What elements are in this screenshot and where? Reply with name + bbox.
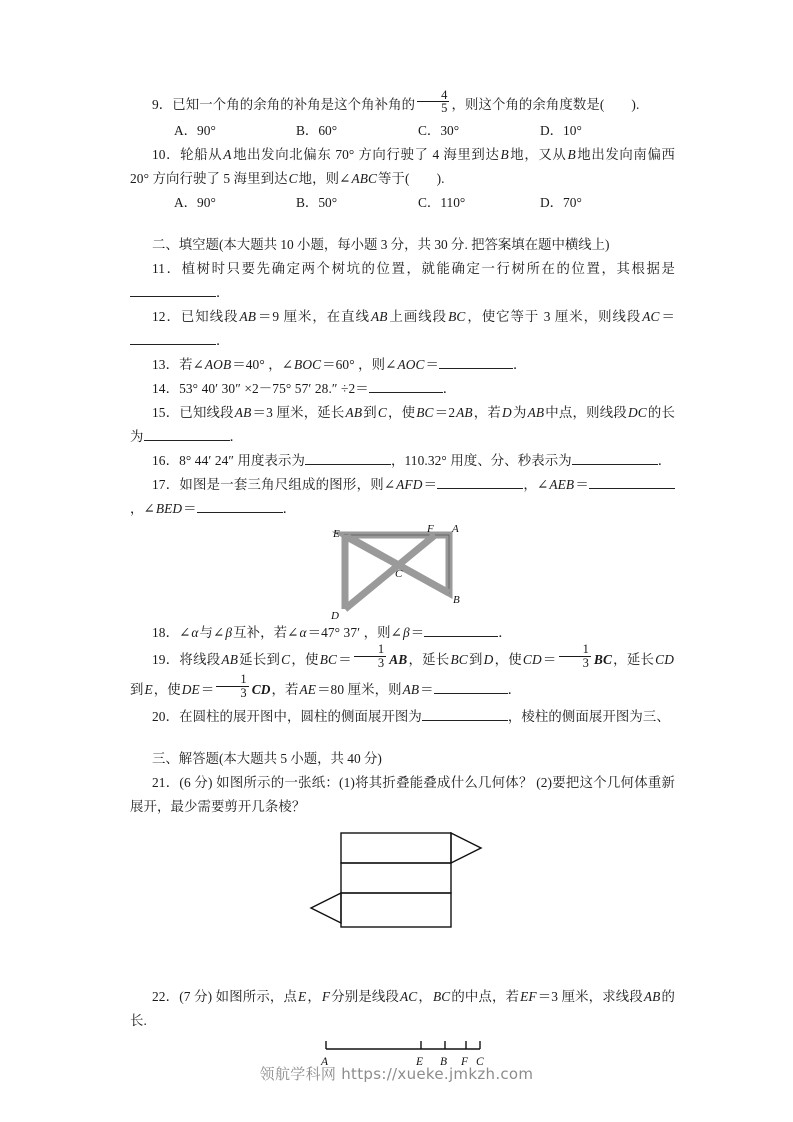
answer-blank-1[interactable] bbox=[305, 452, 391, 465]
question-15-f: ，若 bbox=[473, 404, 502, 420]
question-9-options bbox=[130, 119, 675, 143]
net-flap-right bbox=[451, 833, 481, 863]
question-9-stem-b: ，则这个角的余角度数是( ). bbox=[451, 96, 640, 112]
var-dc: DC bbox=[627, 404, 647, 420]
label-e: E bbox=[332, 527, 340, 540]
question-17-d: ＝ bbox=[575, 476, 589, 492]
fraction-numerator: 1 bbox=[582, 642, 589, 657]
option-c: C．30° bbox=[418, 122, 460, 138]
question-16-a: 16．8° 44′ 24″ 用度表示为 bbox=[152, 452, 306, 468]
answer-blank-1[interactable] bbox=[437, 476, 523, 489]
var-e: E bbox=[144, 681, 153, 697]
question-12-tail: ． bbox=[216, 332, 230, 348]
question-13-a: 13．若∠ bbox=[152, 356, 204, 372]
question-18-d: ＝47° 37′ ，则∠ bbox=[307, 624, 402, 640]
question-19-c: ，使 bbox=[291, 651, 319, 667]
var-de: DE bbox=[181, 681, 200, 697]
question-19-h: ＝ bbox=[542, 651, 557, 667]
net-band-top bbox=[341, 833, 451, 863]
var-cd-bold: CD bbox=[251, 681, 271, 697]
var-ab3: AB bbox=[456, 404, 473, 420]
question-15-h: 中点，则线段 bbox=[545, 404, 627, 420]
label-b: B bbox=[439, 1055, 447, 1068]
set-square-figure bbox=[323, 521, 483, 621]
question-21-line1: 21．(6 分) 如图所示的一张纸：(1)将其折叠能叠成什么几何体？ (2)要把这个几何体重 bbox=[152, 774, 662, 790]
var-ab2: AB bbox=[402, 681, 420, 697]
question-19-e: ，延长 bbox=[408, 651, 450, 667]
answer-blank[interactable] bbox=[130, 332, 216, 345]
question-19 bbox=[130, 642, 675, 705]
answer-blank[interactable] bbox=[369, 380, 443, 393]
var-c: C bbox=[281, 651, 291, 667]
question-22-f: ＝3 厘米，求线段 bbox=[537, 988, 643, 1004]
var-aob: AOB bbox=[204, 356, 232, 372]
question-19-line2-d: ＝80 厘米，则 bbox=[317, 681, 402, 697]
fraction-one-third-1 bbox=[354, 643, 386, 670]
option-c: C．110° bbox=[418, 194, 466, 210]
question-19-line2-e: ＝ bbox=[420, 681, 434, 697]
var-ae: AE bbox=[299, 681, 317, 697]
var-aeb: AEB bbox=[549, 476, 575, 492]
question-21-figure-wrap bbox=[130, 825, 675, 937]
question-18-b: 与∠ bbox=[199, 624, 225, 640]
var-ac: AC bbox=[642, 308, 660, 324]
fraction-numerator: 1 bbox=[377, 642, 385, 657]
question-12-a: 12．已知线段 bbox=[152, 308, 239, 324]
question-15-b: ＝3 厘米，延长 bbox=[252, 404, 345, 420]
option-b: B．50° bbox=[296, 194, 338, 210]
section-spacer-2 bbox=[130, 729, 675, 747]
question-22-e: 的中点，若 bbox=[451, 988, 520, 1004]
net-flap-left bbox=[311, 893, 341, 923]
question-10-text-f: 地，则∠ bbox=[298, 170, 351, 186]
question-20 bbox=[130, 705, 675, 729]
label-b: B bbox=[452, 593, 460, 606]
var-boc: BOC bbox=[294, 356, 322, 372]
answer-blank[interactable] bbox=[144, 428, 230, 441]
question-19-line2-c: ，若 bbox=[271, 681, 299, 697]
fraction-one-third-2 bbox=[559, 643, 591, 670]
question-13-c: ＝60° ，则∠ bbox=[322, 356, 397, 372]
question-16 bbox=[130, 449, 675, 473]
var-ab4: AB bbox=[527, 404, 545, 420]
var-beta2: β bbox=[402, 624, 410, 640]
question-16-tail: ． bbox=[657, 452, 672, 468]
label-f: F bbox=[426, 522, 434, 535]
question-18-c: 互补，若∠ bbox=[233, 624, 299, 640]
var-cd2: CD bbox=[655, 651, 674, 667]
section-2-heading: 二、填空题(本大题共 10 小题，每小题 3 分，共 30 分. 把答案填在题中横线上) bbox=[152, 236, 610, 252]
question-17-eq: ＝ bbox=[183, 500, 197, 516]
question-22-c: 分别是线段 bbox=[331, 988, 400, 1004]
fraction-numerator: 1 bbox=[240, 672, 247, 687]
question-19-k: ， bbox=[153, 681, 168, 697]
var-ab2: AB bbox=[345, 404, 363, 420]
var-b: B bbox=[500, 146, 509, 162]
var-bc: BC bbox=[432, 988, 451, 1004]
var-e: E bbox=[298, 988, 307, 1004]
question-10-options bbox=[130, 191, 675, 215]
question-22-d: ， bbox=[418, 988, 432, 1004]
question-19-b: 延长到 bbox=[238, 651, 281, 667]
question-14-tail: ． bbox=[442, 380, 457, 396]
section-3-heading: 三、解答题(本大题共 5 小题，共 40 分) bbox=[152, 750, 382, 766]
question-12 bbox=[130, 305, 675, 353]
question-11-tail: ． bbox=[216, 284, 230, 300]
question-22-line2: 的长. bbox=[130, 988, 676, 1028]
question-19-g: ，使 bbox=[494, 651, 522, 667]
question-9 bbox=[130, 87, 675, 119]
question-10-text-g: 等于( ). bbox=[378, 170, 445, 186]
question-19-a: 19．将线段 bbox=[152, 651, 221, 667]
question-19-j: 到 bbox=[130, 681, 144, 697]
watermark: 领航学科网 https://xueke.jmkzh.com bbox=[259, 1065, 534, 1083]
question-18-e: ＝ bbox=[410, 624, 425, 640]
question-12-b: ＝9 厘米，在直线 bbox=[257, 308, 370, 324]
var-alpha2: α bbox=[299, 624, 307, 640]
fraction-denominator: 3 bbox=[559, 656, 591, 670]
question-13-tail: ． bbox=[513, 356, 527, 372]
var-bed: BED bbox=[155, 500, 183, 516]
var-c: C bbox=[377, 404, 387, 420]
question-16-b: ，110.32° 用度、分、秒表示为 bbox=[391, 452, 572, 468]
question-12-e: ＝ bbox=[660, 308, 675, 324]
question-18 bbox=[130, 621, 675, 645]
var-c: C bbox=[288, 170, 298, 186]
var-ab: AB bbox=[221, 651, 238, 667]
var-d: D bbox=[483, 651, 494, 667]
label-d: D bbox=[330, 609, 339, 621]
answer-blank[interactable] bbox=[439, 356, 513, 369]
var-ac: AC bbox=[400, 988, 418, 1004]
question-17 bbox=[130, 473, 675, 521]
question-22-b: ， bbox=[307, 988, 321, 1004]
question-15-i: 的长 bbox=[647, 404, 676, 420]
option-b: B．60° bbox=[296, 122, 338, 138]
label-c: C bbox=[394, 567, 402, 580]
var-ab-bold: AB bbox=[389, 651, 408, 667]
label-a: A bbox=[320, 1055, 328, 1068]
question-17-c: ，∠ bbox=[523, 476, 549, 492]
var-bc-bold: BC bbox=[593, 651, 612, 667]
net-band-bottom bbox=[341, 893, 451, 927]
fraction-denominator: 3 bbox=[354, 656, 386, 670]
section-spacer bbox=[130, 215, 675, 233]
question-22-a: 22．(7 分) 如图所示，点 bbox=[152, 988, 297, 1004]
var-afd: AFD bbox=[396, 476, 423, 492]
question-10-text-e: 西 20° 方向行驶了 5 海里到达 bbox=[130, 146, 675, 186]
page-content bbox=[130, 87, 676, 1077]
question-17-b: ＝ bbox=[423, 476, 438, 492]
question-15 bbox=[130, 401, 675, 449]
question-10 bbox=[130, 143, 675, 191]
var-a: A bbox=[223, 146, 232, 162]
question-15-tail: ． bbox=[229, 428, 243, 444]
question-19-i: ，延长 bbox=[613, 651, 655, 667]
question-15-g: 为 bbox=[512, 404, 527, 420]
question-13-b: ＝40° ，∠ bbox=[232, 356, 294, 372]
var-f: F bbox=[321, 988, 331, 1004]
net-band-middle bbox=[341, 863, 451, 893]
paper-net-figure bbox=[303, 825, 503, 937]
question-19-f: 到 bbox=[468, 651, 483, 667]
option-d: D．70° bbox=[540, 194, 582, 210]
option-a: A．90° bbox=[174, 194, 216, 210]
question-19-d: ＝ bbox=[338, 651, 352, 667]
question-13-d: ＝ bbox=[425, 356, 440, 372]
question-11-text: 11．植树时只要先确定两个树坑的位置，就能确定一行树所在的位置，其根据是 bbox=[152, 260, 675, 276]
question-14-text: 14．53° 40′ 30″ ×2－75° 57′ 28.″ ÷2＝ bbox=[152, 380, 369, 396]
question-9-stem-a: 9．已知一个角的余角的补角是这个角补角的 bbox=[152, 96, 416, 112]
fraction-numerator: 4 bbox=[441, 87, 448, 102]
answer-blank[interactable] bbox=[130, 284, 216, 297]
question-19-line2-a: 使 bbox=[167, 681, 181, 697]
answer-blank-3[interactable] bbox=[197, 500, 283, 513]
figure-spacer-2 bbox=[130, 955, 675, 973]
option-a: A．90° bbox=[174, 122, 216, 138]
var-ef: EF bbox=[520, 988, 537, 1004]
var-bc2: BC bbox=[450, 651, 468, 667]
question-11 bbox=[130, 257, 675, 305]
question-17-tail: ． bbox=[282, 500, 297, 516]
fraction-denominator: 3 bbox=[216, 686, 248, 700]
label-a: A bbox=[451, 522, 459, 535]
question-15-e: ＝2 bbox=[434, 404, 456, 420]
fraction-one-third-3 bbox=[216, 673, 248, 700]
var-ab: AB bbox=[234, 404, 252, 420]
question-15-line2: 为 bbox=[130, 428, 144, 444]
question-15-a: 15．已知线段 bbox=[152, 404, 234, 420]
set-square-diagonal-eb bbox=[347, 537, 449, 593]
question-18-a: 18．∠ bbox=[152, 624, 191, 640]
question-14 bbox=[130, 377, 675, 401]
label-e: E bbox=[415, 1055, 423, 1068]
var-bc: BC bbox=[448, 308, 466, 324]
question-12-d: ，使它等于 3 厘米，则线段 bbox=[466, 308, 642, 324]
question-19-tail: ． bbox=[507, 681, 522, 697]
label-c: C bbox=[475, 1055, 484, 1068]
var-ab: AB bbox=[239, 308, 257, 324]
question-10-text-c: 地，又从 bbox=[509, 146, 567, 162]
var-cd: CD bbox=[522, 651, 542, 667]
question-10-text-b: 地出发向北偏东 70° 方向行驶了 4 海里到达 bbox=[232, 146, 500, 162]
question-17-a: 17．如图是一套三角尺组成的图形，则∠ bbox=[152, 476, 396, 492]
question-17-figure-wrap bbox=[130, 521, 675, 621]
option-d: D．10° bbox=[540, 122, 582, 138]
label-f: F bbox=[460, 1055, 468, 1068]
question-15-d: ，使 bbox=[387, 404, 416, 420]
figure-spacer bbox=[130, 937, 675, 955]
question-22 bbox=[130, 985, 675, 1033]
question-12-c: 上画线段 bbox=[388, 308, 448, 324]
question-20-a: 20．在圆柱的展开图中，圆柱的侧面展开图为 bbox=[152, 708, 422, 724]
answer-blank-2[interactable] bbox=[572, 452, 658, 465]
answer-blank[interactable] bbox=[424, 624, 498, 637]
answer-blank[interactable] bbox=[434, 681, 508, 694]
answer-blank[interactable] bbox=[422, 708, 508, 721]
var-bc: BC bbox=[319, 651, 338, 667]
var-b2: B bbox=[567, 146, 576, 162]
var-ab: AB bbox=[643, 988, 661, 1004]
question-21 bbox=[130, 771, 675, 819]
fraction-4-5 bbox=[417, 89, 449, 116]
figure-spacer-3 bbox=[130, 973, 675, 985]
var-bc: BC bbox=[416, 404, 434, 420]
question-10-text-a: 10．轮船从 bbox=[152, 146, 223, 162]
var-beta: β bbox=[225, 624, 233, 640]
var-ab2: AB bbox=[371, 308, 388, 324]
var-abc: ABC bbox=[351, 170, 378, 186]
var-alpha: α bbox=[191, 624, 199, 640]
question-18-tail: ． bbox=[498, 624, 512, 640]
answer-blank-2[interactable] bbox=[589, 476, 675, 489]
question-19-line2-b: ＝ bbox=[200, 681, 215, 697]
var-d: D bbox=[502, 404, 512, 420]
question-15-c: 到 bbox=[363, 404, 377, 420]
question-10-text-d: 地出发向南偏 bbox=[576, 146, 662, 162]
question-20-b: ，棱柱的侧面展开图为三、 bbox=[507, 708, 670, 724]
var-aoc: AOC bbox=[397, 356, 425, 372]
question-13 bbox=[130, 353, 675, 377]
fraction-denominator: 5 bbox=[417, 101, 449, 115]
question-21-line2: 新展开，最少需要剪开几条棱？ bbox=[130, 774, 675, 814]
question-17-e: ，∠ bbox=[130, 500, 155, 516]
